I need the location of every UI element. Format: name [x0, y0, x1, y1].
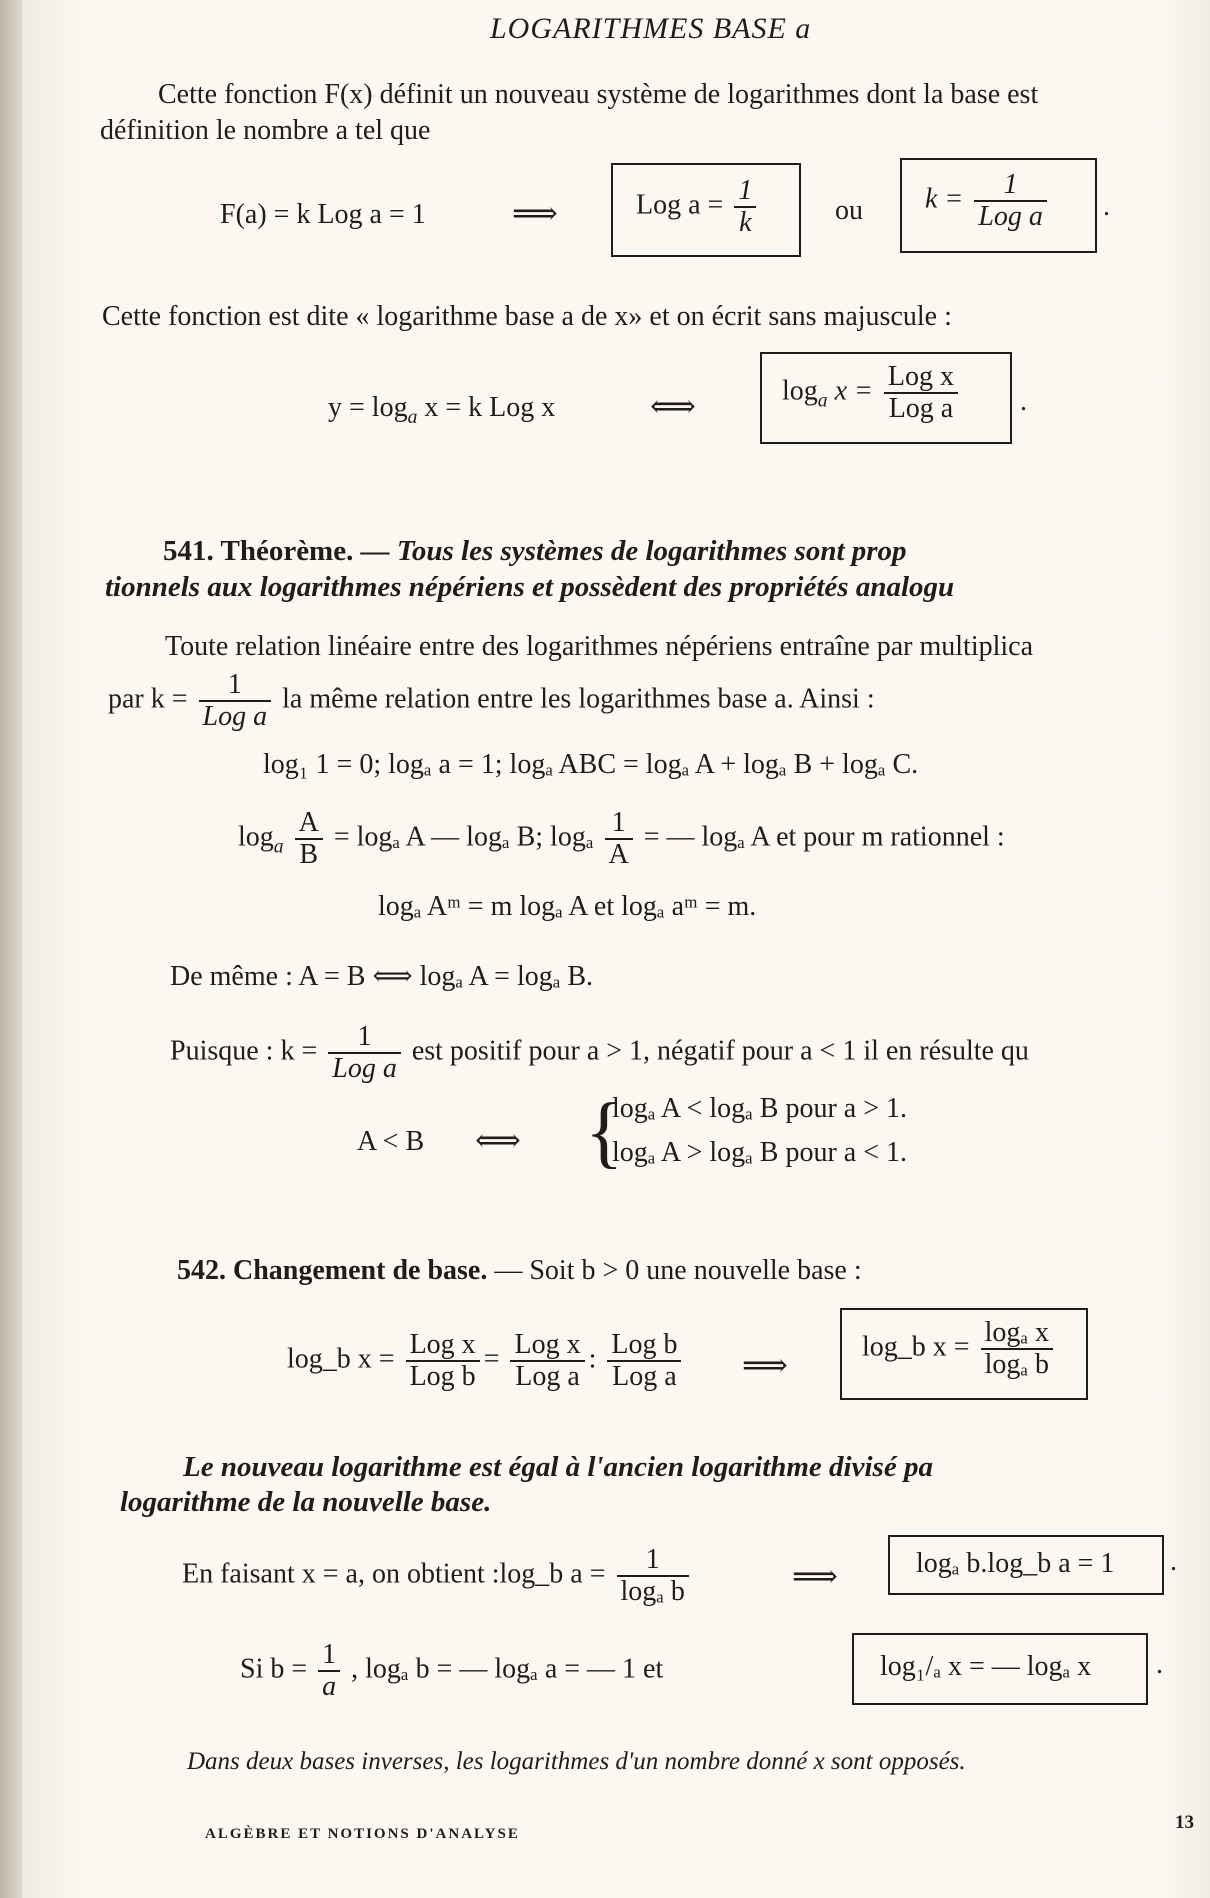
intro-line-2: définition le nombre a tel que	[100, 115, 431, 146]
conclusion-note: Dans deux bases inverses, les logarithmes d'un nombre donné x sont opposés.	[187, 1748, 966, 1775]
properties-equation-3: logₐ Aᵐ = m logₐ A et logₐ aᵐ = m.	[378, 891, 757, 922]
boxed-formula-log-a-x-content: $\log_a x$ = $\frac{\text{Log x}}{\text{Log a}}$	[782, 362, 962, 424]
boxed-formula-log-a-content: Log a = $\frac{1}{k}$	[636, 176, 760, 238]
section-541-paragraph: Toute relation linéaire entre des logarithmes népériens entraîne par multiplica	[165, 631, 1034, 662]
book-spine-shadow	[0, 0, 22, 1898]
definition-line: Cette fonction est dite « logarithme base a de x» et on écrit sans majuscule :	[102, 301, 952, 332]
book-page: LOGARITHMES BASE a Cette fonction F(x) définit un nouveau système de logarithmes dont la base est définition le nombre a tel que F(a) = k Log a = 1 ⟹ Log a = $\frac{1}{k}$ ou k = $\frac{1}{\text{Log a}}$ . Cette fonction est dite « logarithme base a de x» et on écrit sans majuscule : $y = \log_a x = k$ Log x ⟺ $\log_a x$ = $\frac{\text{Log x}}{\text{Log a}}$ . 541. Théorème. — Tous les systèmes de logarithmes sont prop tionnels aux logarithmes népériens et possèdent des propriétés analogu Toute relation linéaire entre des logarithmes népériens entraîne par multiplica par k = $\frac{1}{\text{Log a}}$ la même relation entre les logarithmes base a. Ainsi : log₁ 1 = 0; logₐ a = 1; logₐ ABC = logₐ A + logₐ B + logₐ C. $\log_a$ $\frac{A}{B}$ = logₐ A — logₐ B; logₐ $\frac{1}{A}$ = — logₐ A et pour m rationnel : logₐ Aᵐ = m logₐ A et logₐ aᵐ = m. De même : A = B ⟺ logₐ A = logₐ B. Puisque : k = $\frac{1}{\text{Log a}}$ est positif pour a > 1, négatif pour a < 1 il en résulte qu A < B ⟺ { logₐ A < logₐ B pour a > 1. logₐ A > logₐ B pour a < 1. 542. Changement de base. — Soit b > 0 une nouvelle base : log_b x = $\frac{\text{Log x}}{\text{Log b}}$ = $\frac{\text{Log x}}{\text{Log a}}$ : $\frac{\text{Log b}}{\text{Log a}}$ ⟹ log_b x = $\frac{\text{logₐ x}}{\text{logₐ b}}$ Le nouveau logarithme est égal à l'ancien logarithme divisé pa logarithme de la nouvelle base. En faisant x = a, on obtient :log_b a = $\frac{1}{\text{logₐ b}}$ ⟹ logₐ b.log_b a = 1 . Si b = $\frac{1}{a}$ , logₐ b = — logₐ a = — 1 et log₁/ₐ x = — logₐ x . Dans deux bases inverses, les logarithmes d'un nombre donné x sont opposés. ALGÈBRE ET NOTIONS D'ANALYSE 13	[0, 0, 1210, 1898]
equation-f-a: F(a) = k Log a = 1	[220, 199, 426, 230]
equality-line: De même : A = B ⟺ logₐ A = logₐ B.	[170, 961, 594, 992]
since-line: Puisque : k = $\frac{1}{\text{Log a}}$ est positif pour a > 1, négatif pour a < 1 il en résulte qu	[170, 1021, 1029, 1084]
footer-book-title: ALGÈBRE ET NOTIONS D'ANALYSE	[205, 1826, 520, 1842]
implies-arrow: ⟹	[512, 195, 558, 231]
case-2: logₐ A > logₐ B pour a < 1.	[612, 1137, 908, 1168]
page-number: 13	[1175, 1812, 1194, 1833]
change-of-base-equation: log_b x = $\frac{\text{Log x}}{\text{Log b}}$ = $\frac{\text{Log x}}{\text{Log a}}$ : $\frac{\text{Log b}}{\text{Log a}}$	[287, 1330, 685, 1392]
inverse-base-line: Si b = $\frac{1}{a}$ , logₐ b = — logₐ a = — 1 et	[240, 1639, 664, 1702]
change-of-base-arrow: ⟹	[742, 1347, 788, 1383]
properties-equation-1: log₁ 1 = 0; logₐ a = 1; logₐ ABC = logₐ A + logₐ B + logₐ C.	[263, 749, 919, 780]
inequality-iff-arrow: ⟺	[475, 1122, 521, 1158]
boxed-formula-inverse-content: log₁/ₐ x = — logₐ x	[880, 1651, 1092, 1682]
page-header-title: LOGARITHMES BASE a	[490, 12, 812, 45]
rule-line-2: logarithme de la nouvelle base.	[120, 1486, 492, 1518]
intro-line-1: Cette fonction F(x) définit un nouveau système de logarithmes dont la base est	[158, 79, 1039, 110]
or-label: ou	[835, 195, 863, 226]
properties-equation-2: $\log_a$ $\frac{A}{B}$ = logₐ A — logₐ B; logₐ $\frac{1}{A}$ = — logₐ A et pour m rationnel :	[238, 807, 1005, 870]
faisant-line: En faisant x = a, on obtient :log_b a = $\frac{1}{\text{logₐ b}}$	[182, 1545, 693, 1607]
boxed-formula-product-content: logₐ b.log_b a = 1	[916, 1548, 1115, 1579]
section-541-title-line2: tionnels aux logarithmes népériens et possèdent des propriétés analogu	[105, 571, 955, 603]
par-k-line: par k = $\frac{1}{\text{Log a}}$ la même relation entre les logarithmes base a. Ainsi :	[108, 669, 875, 732]
faisant-arrow: ⟹	[792, 1558, 838, 1594]
inequality-left: A < B	[357, 1126, 425, 1157]
rule-line-1: Le nouveau logarithme est égal à l'ancien logarithme divisé pa	[183, 1451, 933, 1483]
equation-y-log: $y = \log_a x = k$ Log x	[328, 392, 556, 428]
case-brace: {	[585, 1088, 624, 1176]
boxed-formula-k-content: k = $\frac{1}{\text{Log a}}$	[925, 170, 1051, 232]
boxed-formula-change-of-base-content: log_b x = $\frac{\text{logₐ x}}{\text{logₐ b}}$	[862, 1318, 1057, 1380]
section-542-title: 542. Changement de base. — Soit b > 0 une nouvelle base :	[177, 1255, 862, 1286]
case-1: logₐ A < logₐ B pour a > 1.	[612, 1093, 908, 1124]
iff-arrow: ⟺	[650, 388, 696, 424]
section-541-title: 541. Théorème. — Tous les systèmes de logarithmes sont prop	[163, 535, 907, 567]
